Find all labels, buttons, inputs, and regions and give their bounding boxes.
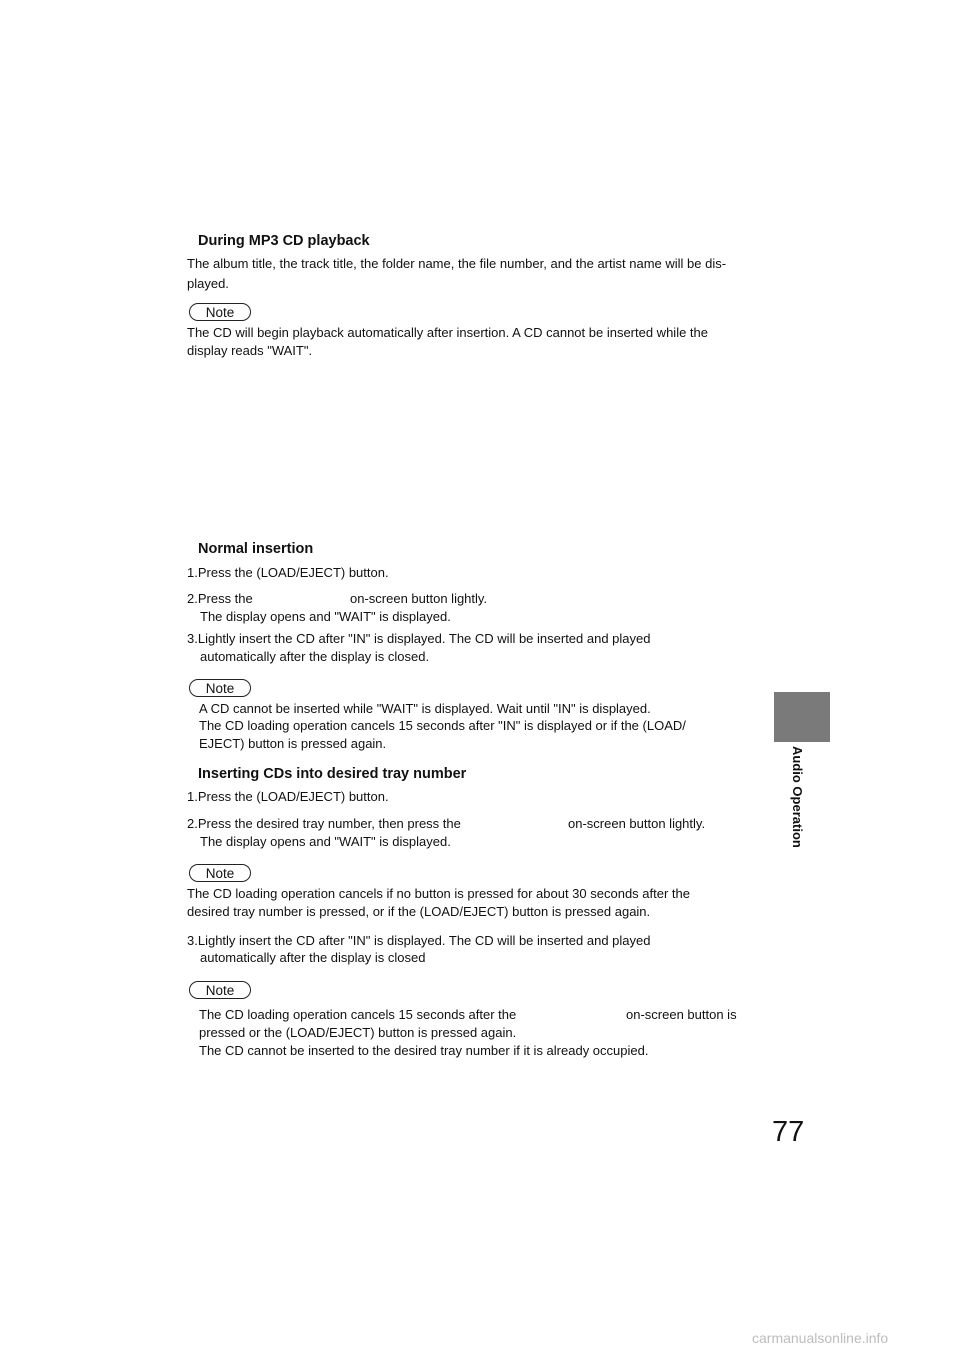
note-text: pressed or the (LOAD/EJECT) button is pressed again.	[199, 1025, 517, 1040]
note-text: The CD loading operation cancels 15 seconds after the	[199, 1007, 517, 1022]
step-text: 2.Press the	[187, 591, 253, 606]
step-text: on-screen button lightly.	[568, 816, 706, 831]
note-badge: Note	[189, 679, 251, 697]
section-heading-desired-tray: Inserting CDs into desired tray number	[198, 766, 467, 782]
chapter-tab-marker	[774, 692, 830, 742]
section-heading-normal-insertion: Normal insertion	[198, 541, 314, 557]
step-text: 3.Lightly insert the CD after "IN" is displayed. The CD will be inserted and played	[187, 933, 651, 948]
note-text: The CD loading operation cancels 15 seconds after "IN" is displayed or if the (LOAD/	[199, 718, 686, 733]
section-heading-mp3: During MP3 CD playback	[198, 233, 370, 249]
step-text: 1.Press the (LOAD/EJECT) button.	[187, 565, 389, 580]
note-text: on-screen button is	[626, 1007, 737, 1022]
step-text: 3.Lightly insert the CD after "IN" is displayed. The CD will be inserted and played	[187, 631, 651, 646]
note-text: EJECT) button is pressed again.	[199, 736, 387, 751]
note-badge: Note	[189, 981, 251, 999]
note-text: A CD cannot be inserted while "WAIT" is displayed. Wait until "IN" is displayed.	[199, 701, 651, 716]
note-text: display reads "WAIT".	[187, 343, 313, 358]
step-text: automatically after the display is closed.	[200, 649, 430, 664]
step-text: on-screen button lightly.	[350, 591, 488, 606]
section-body-line: played.	[187, 276, 229, 291]
step-text: automatically after the display is closed	[200, 950, 426, 965]
note-text: desired tray number is pressed, or if the (LOAD/EJECT) button is pressed again.	[187, 904, 651, 919]
step-text: The display opens and "WAIT" is displayed.	[200, 609, 451, 624]
note-text: The CD will begin playback automatically after insertion. A CD cannot be inserted while the	[187, 325, 708, 340]
chapter-side-label	[790, 746, 812, 866]
section-body-line: The album title, the track title, the folder name, the file number, and the artist name will be dis-	[187, 256, 727, 271]
step-text: The display opens and "WAIT" is displayed.	[200, 834, 451, 849]
note-text: The CD loading operation cancels if no button is pressed for about 30 seconds after the	[187, 886, 690, 901]
note-badge: Note	[189, 864, 251, 882]
note-badge: Note	[189, 303, 251, 321]
note-text: The CD cannot be inserted to the desired tray number if it is already occupied.	[199, 1043, 649, 1058]
step-text: 1.Press the (LOAD/EJECT) button.	[187, 789, 389, 804]
page-number: 77	[772, 1116, 805, 1148]
step-text: 2.Press the desired tray number, then press the	[187, 816, 461, 831]
chapter-side-label-text: Audio Operation	[790, 746, 805, 848]
watermark-text: carmanualsonline.info	[752, 1330, 889, 1346]
